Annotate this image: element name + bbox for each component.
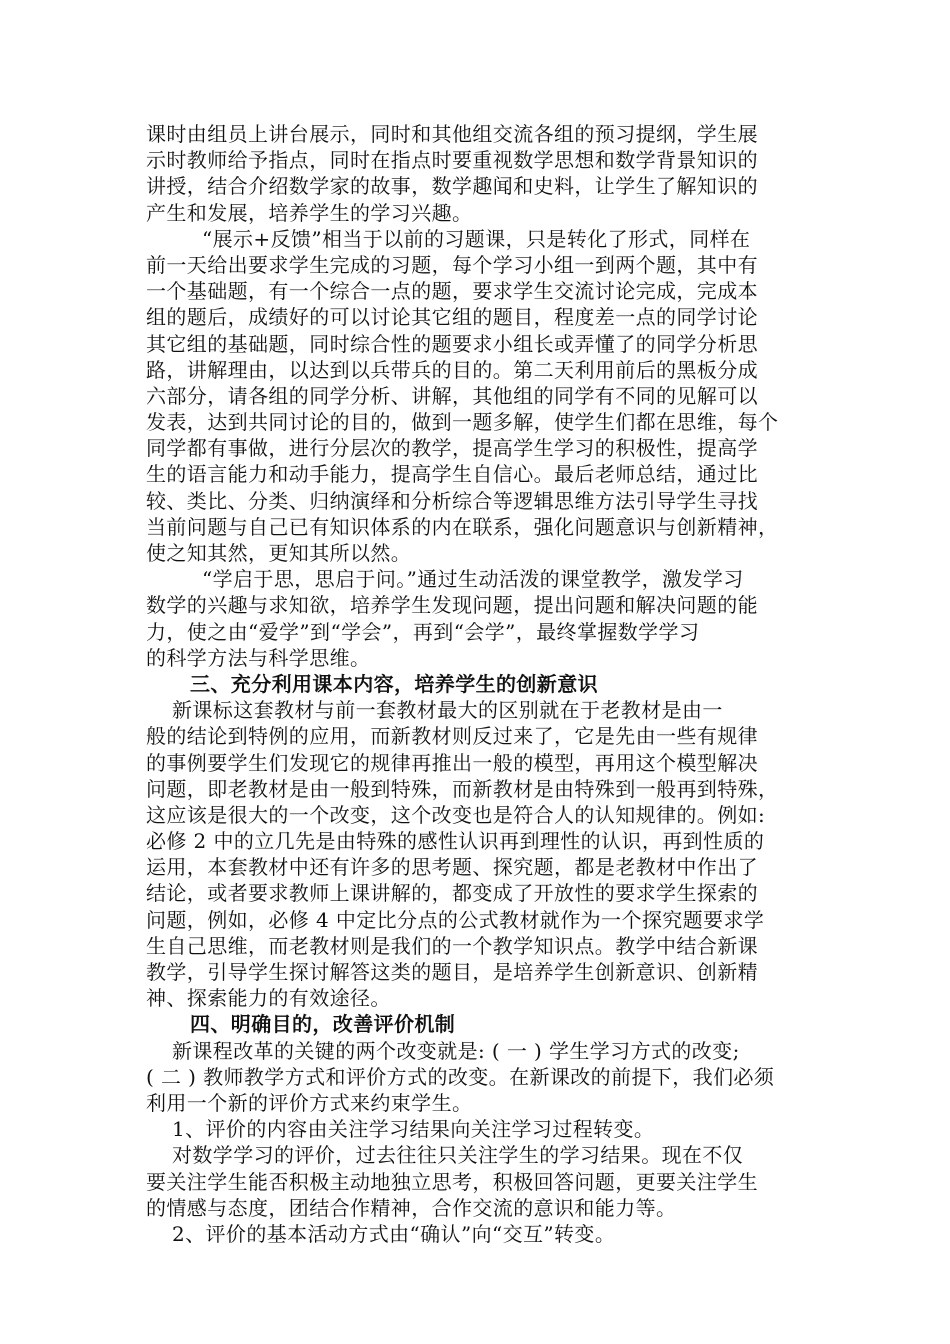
text-line: 数学的兴趣与求知欲，培养学生发现问题，提出问题和解决问题的能 bbox=[146, 593, 758, 618]
text-line: 这应该是很大的一个改变，这个改变也是符合人的认知规律的。例如: bbox=[146, 802, 766, 827]
text-line: 的情感与态度，团结合作精神，合作交流的意识和能力等。 bbox=[146, 1195, 677, 1220]
text-line: “学启于思，思启于问。”通过生动活泼的课堂教学，激发学习 bbox=[202, 567, 744, 592]
text-line: 的事例要学生们发现它的规律再推出一般的模型，再用这个模型解决 bbox=[146, 750, 758, 775]
text-line: 当前问题与自己已有知识体系的内在联系，强化问题意识与创新精神， bbox=[146, 514, 779, 539]
text-line: 2、评价的基本活动方式由“确认”向“交互”转变。 bbox=[172, 1221, 616, 1246]
text-line: “展示+反馈”相当于以前的习题课，只是转化了形式，同样在 bbox=[202, 226, 751, 251]
text-line: 生的语言能力和动手能力，提高学生自信心。最后老师总结，通过比 bbox=[146, 462, 758, 487]
text-line: 其它组的基础题，同时综合性的题要求小组长或弄懂了的同学分析思 bbox=[146, 331, 758, 356]
text-line: 运用，本套教材中还有许多的思考题、探究题，都是老教材中作出了 bbox=[146, 855, 758, 880]
document-body bbox=[146, 121, 818, 1247]
text-line: 一个基础题，有一个综合一点的题，要求学生交流讨论完成，完成本 bbox=[146, 279, 758, 304]
text-line: 产生和发展，培养学生的学习兴趣。 bbox=[146, 200, 473, 225]
text-line: 路，讲解理由，以达到以兵带兵的目的。第二天利用前后的黑板分成 bbox=[146, 357, 758, 382]
text-line: 1、评价的内容由关注学习结果向关注学习过程转变。 bbox=[172, 1117, 655, 1142]
text-line: 讲授，结合介绍数学家的故事，数学趣闻和史料，让学生了解知识的 bbox=[146, 174, 758, 199]
text-line: ( 二 ) 教师教学方式和评价方式的改变。在新课改的前提下，我们必须 bbox=[146, 1064, 775, 1089]
text-line: 新课程改革的关键的两个改变就是: ( 一 ) 学生学习方式的改变; bbox=[172, 1038, 740, 1063]
text-line: 生自己思维，而老教材则是我们的一个教学知识点。教学中结合新课 bbox=[146, 933, 758, 958]
text-line: 使之知其然，更知其所以然。 bbox=[146, 541, 412, 565]
text-line: 力，使之由“爱学”到“学会”，再到“会学”，最终掌握数学学习 bbox=[146, 619, 700, 644]
section-heading: 四、明确目的，改善评价机制 bbox=[190, 1012, 456, 1037]
text-line: 神、探索能力的有效途径。 bbox=[146, 986, 391, 1011]
text-line: 较、类比、分类、归纳演绎和分析综合等逻辑思维方法引导学生寻找 bbox=[146, 488, 758, 513]
text-line: 教学，引导学生探讨解答这类的题目，是培养学生创新意识、创新精 bbox=[146, 960, 758, 984]
text-line: 必修 2 中的立几先是由特殊的感性认识再到理性的认识，再到性质的 bbox=[146, 829, 765, 854]
text-line: 结论，或者要求教师上课讲解的，都变成了开放性的要求学生探索的 bbox=[146, 881, 758, 906]
text-line: 组的题后，成绩好的可以讨论其它组的题目，程度差一点的同学讨论 bbox=[146, 305, 758, 330]
text-line: 问题，例如，必修 4 中定比分点的公式教材就作为一个探究题要求学 bbox=[146, 907, 765, 932]
text-line: 般的结论到特例的应用，而新教材则反过来了，它是先由一些有规律 bbox=[146, 724, 758, 749]
text-line: 要关注学生能否积极主动地独立思考，积极回答问题，更要关注学生 bbox=[146, 1169, 758, 1194]
text-line: 利用一个新的评价方式来约束学生。 bbox=[146, 1090, 473, 1115]
text-line: 问题，即老教材是由一般到特殊，而新教材是由特殊到一般再到特殊， bbox=[146, 776, 779, 801]
text-line: 对数学学习的评价，过去往往只关注学生的学习结果。现在不仅 bbox=[172, 1143, 744, 1168]
text-line: 的科学方法与科学思维。 bbox=[146, 645, 371, 670]
text-line: 课时由组员上讲台展示，同时和其他组交流各组的预习提纲，学生展 bbox=[146, 122, 758, 146]
text-line: 发表，达到共同讨论的目的，做到一题多解，使学生们都在思维，每个 bbox=[146, 410, 779, 435]
text-line: 六部分，请各组的同学分析、讲解，其他组的同学有不同的见解可以 bbox=[146, 383, 758, 408]
text-line: 同学都有事做，进行分层次的教学，提高学生学习的积极性，提高学 bbox=[146, 436, 758, 461]
text-line: 前一天给出要求学生完成的习题，每个学习小组一到两个题，其中有 bbox=[146, 252, 758, 277]
text-line: 示时教师给予指点，同时在指点时要重视数学思想和数学背景知识的 bbox=[146, 148, 758, 173]
section-heading: 三、充分利用课本内容，培养学生的创新意识 bbox=[190, 671, 598, 696]
text-line: 新课标这套教材与前一套教材最大的区别就在于老教材是由一 bbox=[172, 698, 723, 723]
